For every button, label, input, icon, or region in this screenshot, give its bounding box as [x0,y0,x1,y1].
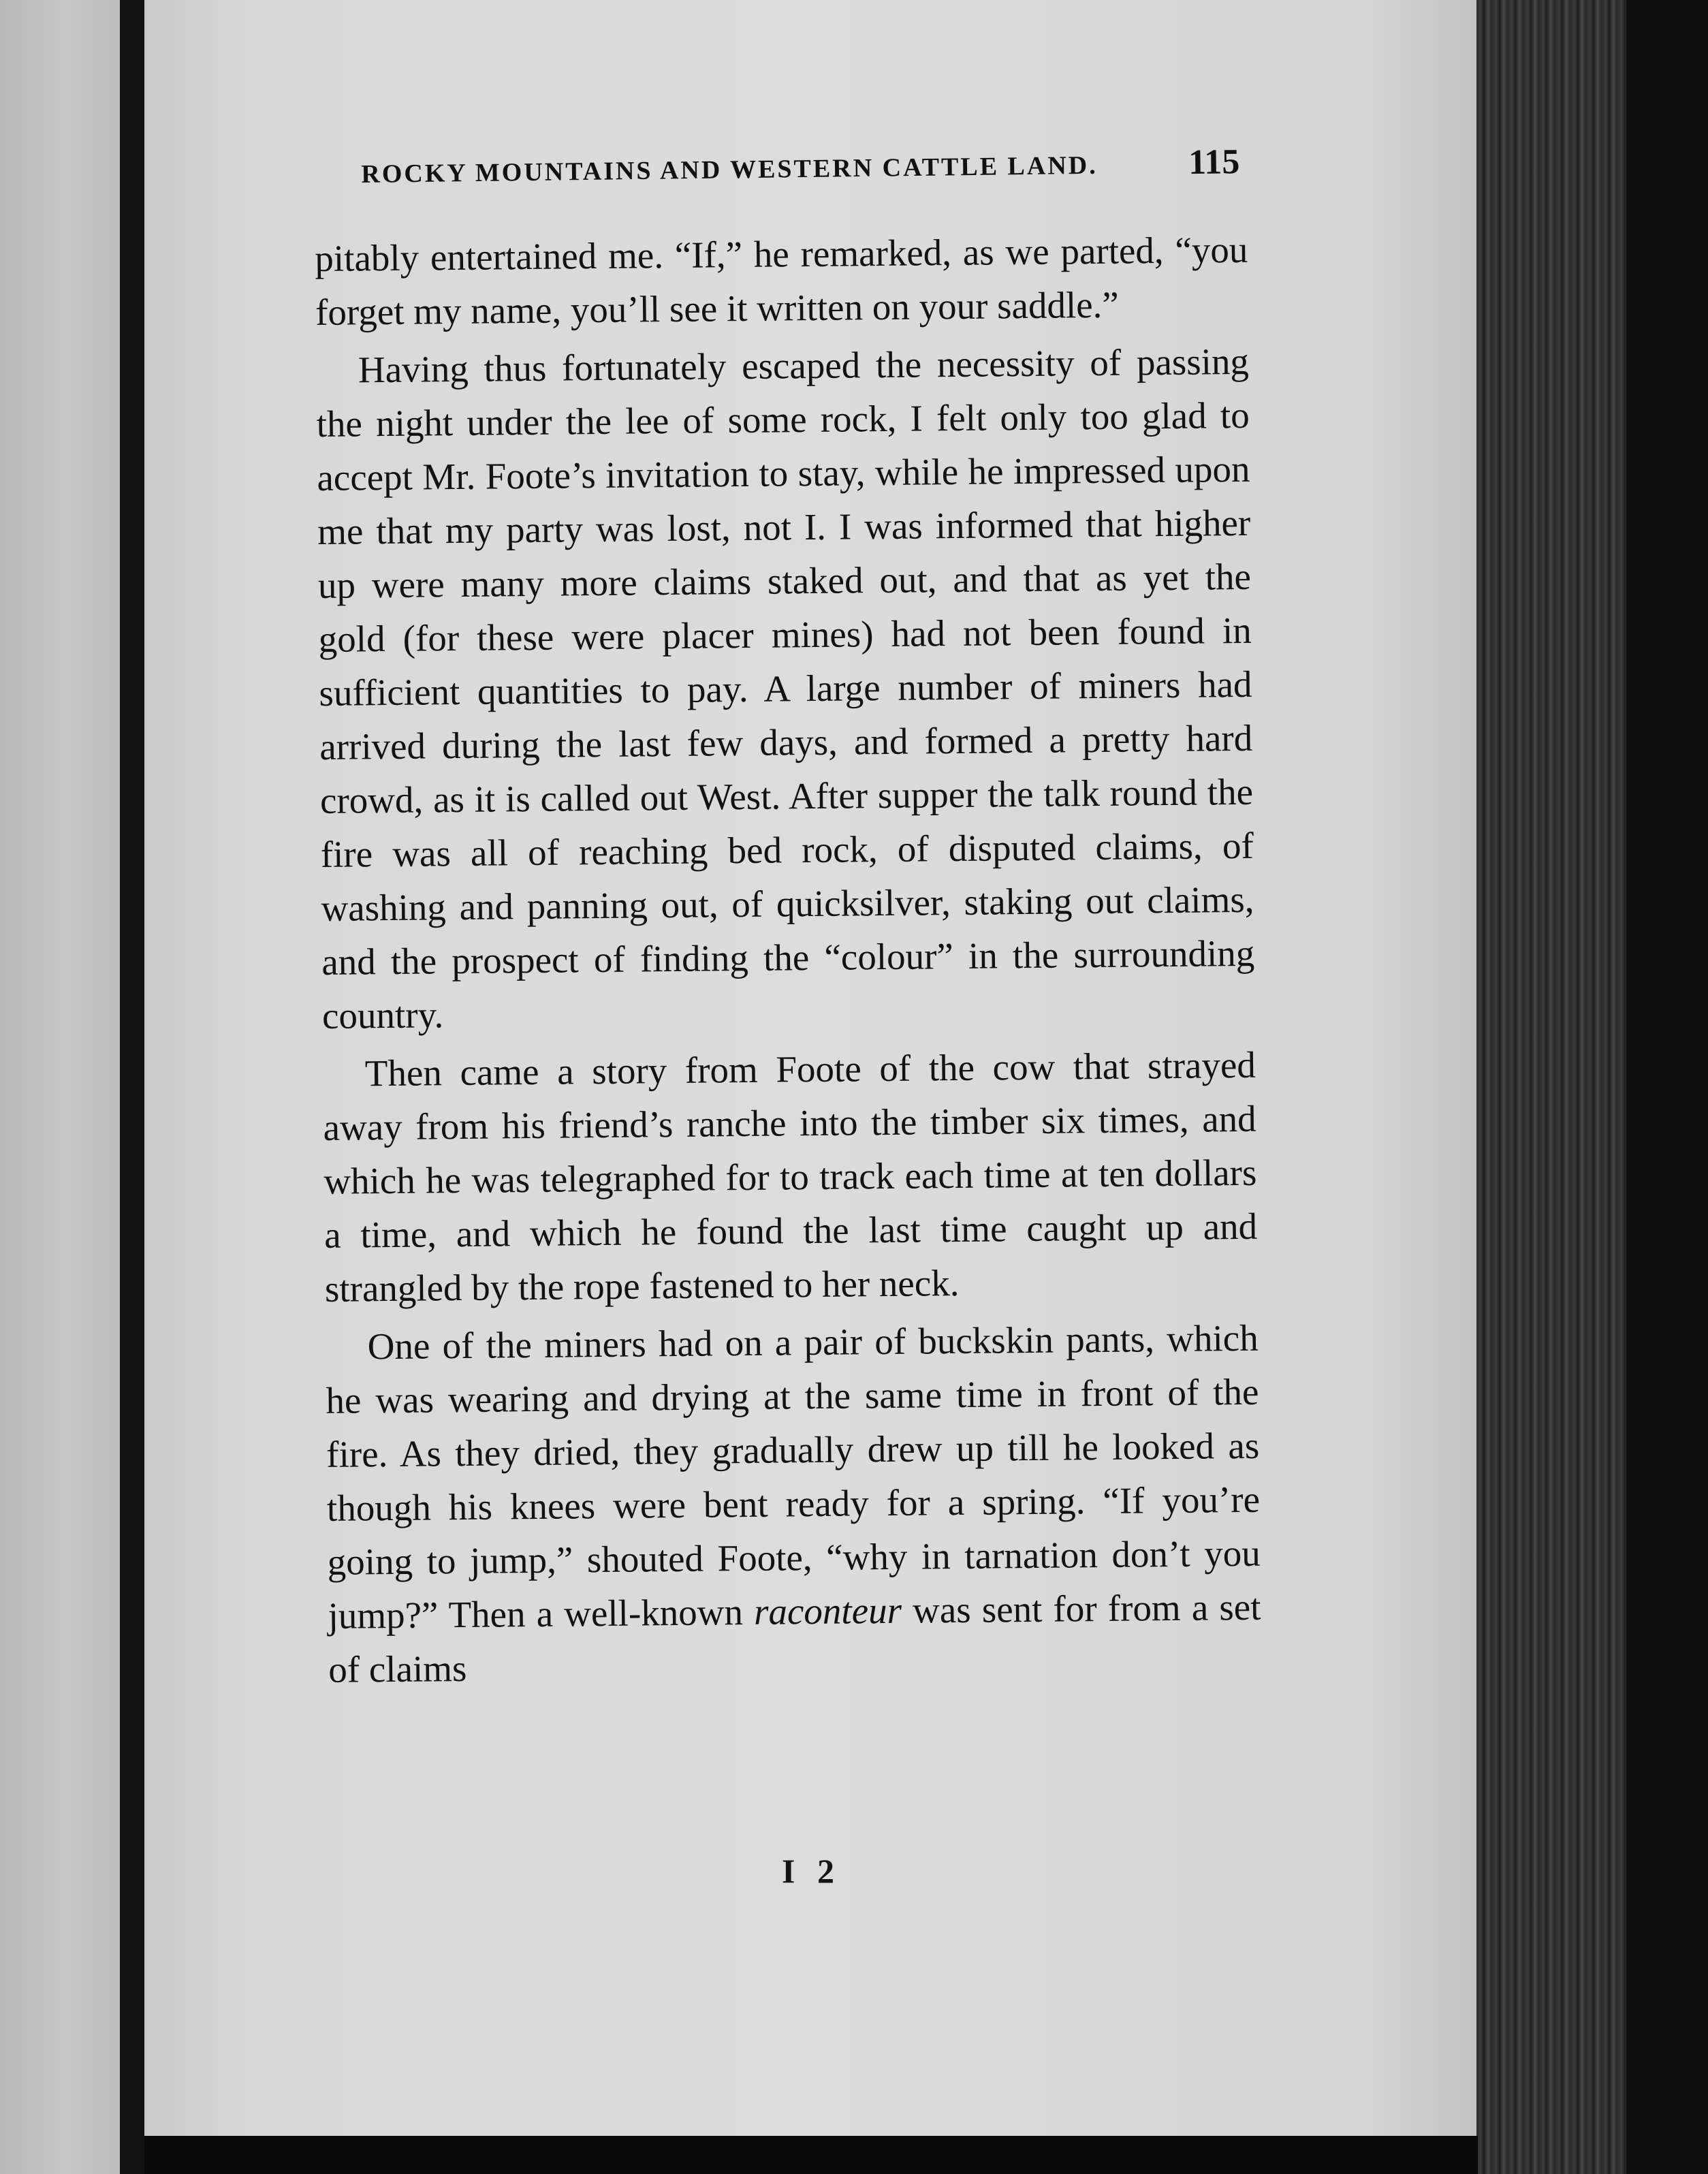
running-head: ROCKY MOUNTAINS AND WESTERN CATTLE LAND. [361,151,1098,189]
body-text [315,223,1262,1697]
paragraph-2: Having thus fortunately escaped the necessity of passing the night under the lee of some rock, I felt only too glad to accept Mr. Foote’s invitation to stay, while he impressed upon me that my party was lost, not I. I was informed that higher up were many more claims staked out, and that as yet the gold (for these were placer mines) had not been found in sufficient quantities to pay. A large number of miners had arrived during the last few days, and formed a pretty hard crowd, as it is called out West. After supper the talk round the fire was all of reaching bed rock, of disputed claims, of washing and panning out, of quicksilver, staking out claims, and the prospect of finding the “colour” in the surrounding country. [316,340,1255,1037]
page-number: 115 [1188,142,1240,183]
paragraph-4-ending: was sent for from a set of claims [328,1586,1261,1690]
italic-word: raconteur [753,1589,902,1633]
book-gutter [120,0,147,2174]
paragraph-4 [325,1311,1261,1697]
scan-bottom-border [144,2136,1478,2174]
signature-mark: I 2 [782,1852,841,1890]
paragraph-4-text: One of the miners had on a pair of buckskin pants, which he was wearing and drying at the same time in front of the fire. As they dried, they gradually drew up till he looked as though his knees were bent ready for a spring. “If you’re going to jump,” shouted Foote, “why in tarnation don’t you jump?” Then a well-known [326,1317,1261,1637]
page-stack-edges [1476,0,1708,2174]
paragraph-3: Then came a story from Foote of the cow that strayed away from his friend’s ranche into the timber six times, and which he was telegraphed for to track each time at ten dollars a time, and which he found the last time caught up and strangled by the rope fastened to her neck. [323,1043,1258,1310]
paragraph-1: pitably entertained me. “If,” he remarked, as we parted, “you forget my name, you’ll see it written on your saddle.” [315,228,1248,333]
left-page-edge [0,0,120,2174]
